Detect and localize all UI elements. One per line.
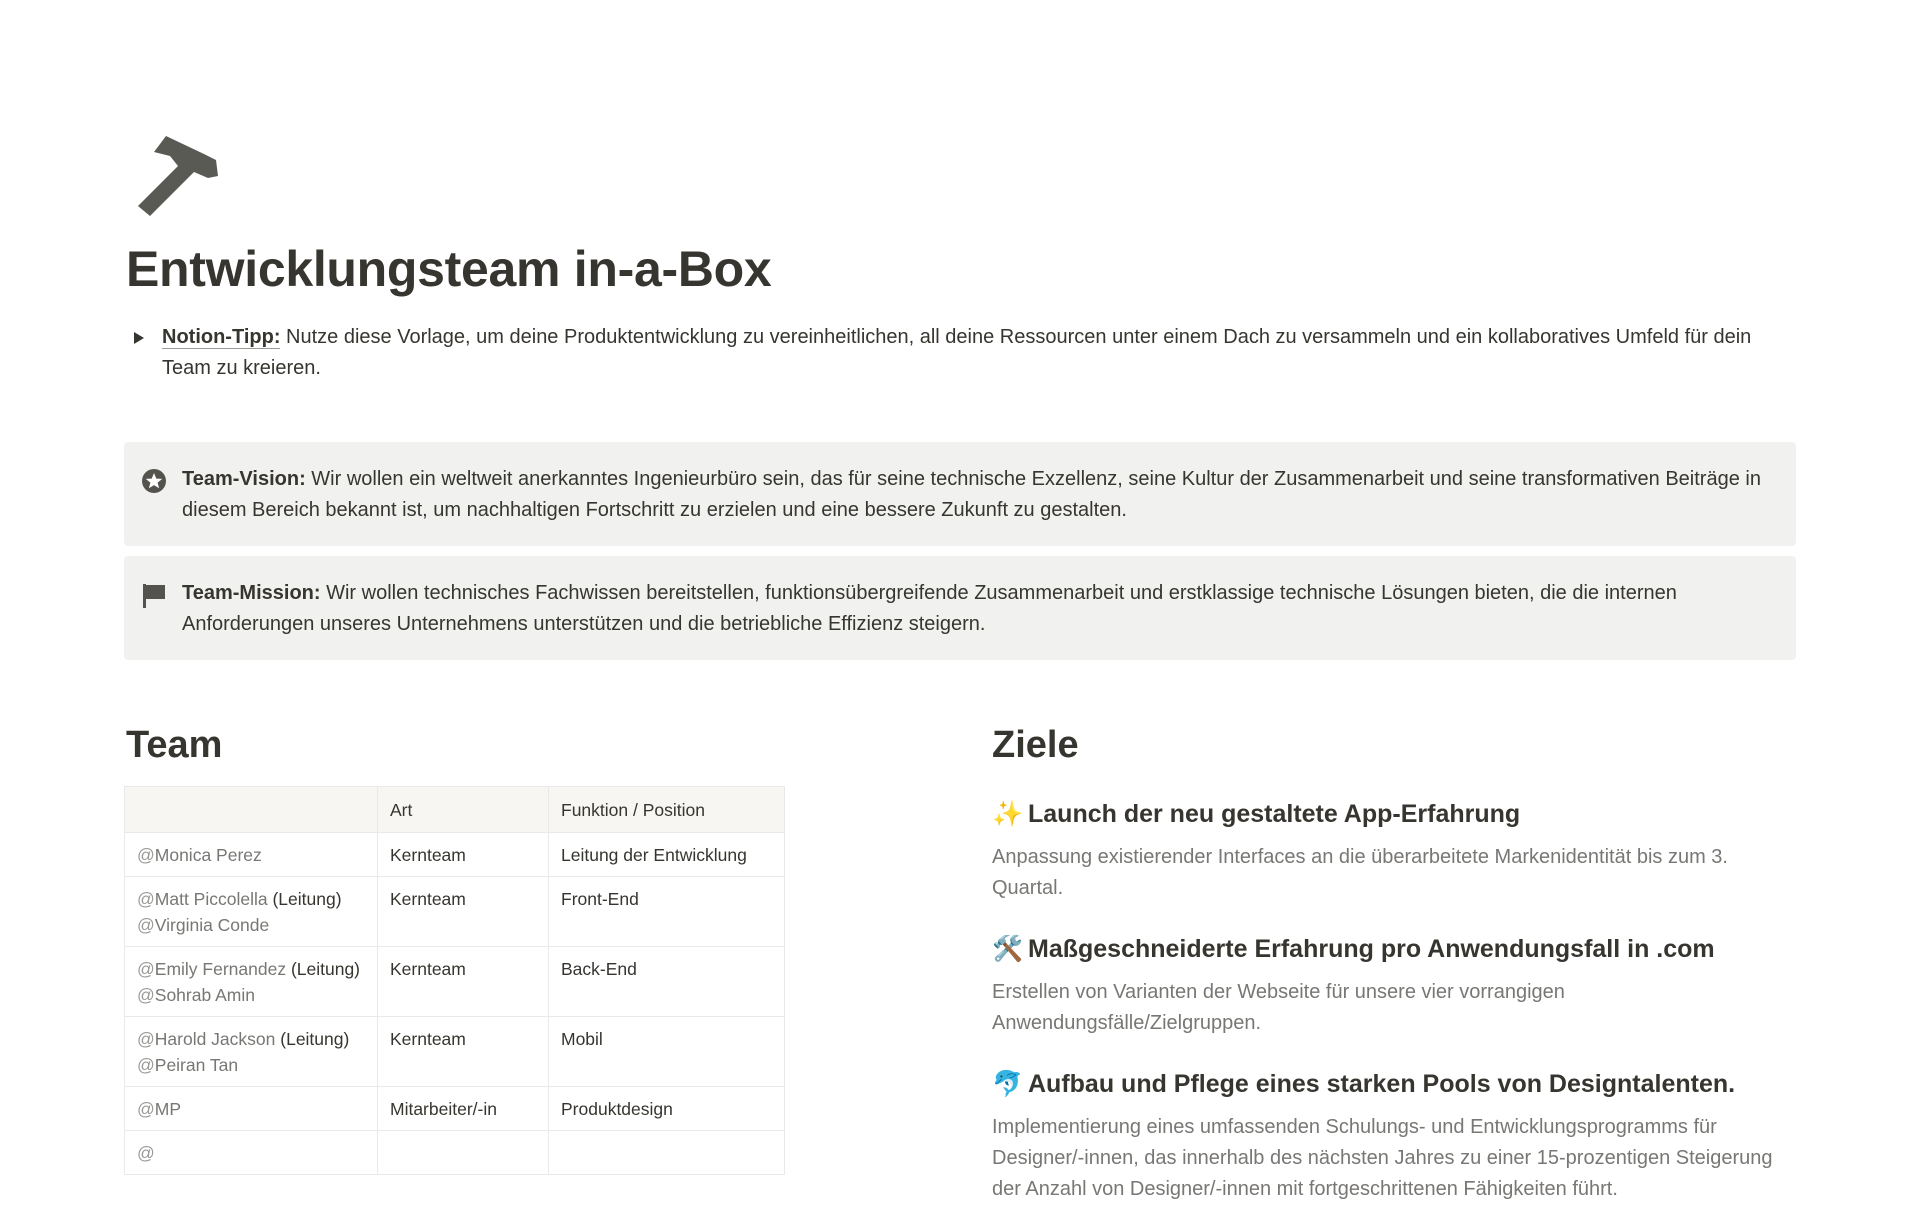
sparkles-icon: ✨ bbox=[992, 800, 1024, 828]
flag-icon bbox=[141, 582, 167, 608]
table-row[interactable] bbox=[125, 877, 785, 947]
person-name: MP bbox=[154, 1099, 182, 1119]
goal-title bbox=[992, 935, 1715, 964]
star-icon bbox=[141, 468, 167, 494]
team-vision-text bbox=[182, 464, 1772, 526]
team-members-cell[interactable] bbox=[125, 1087, 378, 1131]
team-members-cell[interactable] bbox=[125, 833, 378, 877]
table-row[interactable] bbox=[125, 1017, 785, 1087]
table-row[interactable] bbox=[125, 947, 785, 1017]
person-name: Peiran Tan bbox=[154, 1055, 239, 1075]
person-mention[interactable] bbox=[137, 1096, 365, 1122]
team-vision-callout bbox=[124, 442, 1796, 546]
person-mention[interactable] bbox=[137, 1140, 365, 1166]
team-vision-label: Team-Vision: bbox=[182, 468, 306, 490]
funktion-cell[interactable]: Mobil bbox=[549, 1017, 785, 1087]
person-mention[interactable] bbox=[137, 886, 365, 912]
art-cell[interactable]: Kernteam bbox=[378, 1017, 549, 1087]
mention-at: @ bbox=[137, 1099, 155, 1119]
page-title: Entwicklungsteam in-a-Box bbox=[126, 241, 772, 297]
mention-at: @ bbox=[137, 915, 155, 935]
team-members-cell[interactable] bbox=[125, 877, 378, 947]
notion-tip-body: Nutze diese Vorlage, um deine Produktentwicklung zu vereinheitlichen, all deine Ressourcen unter einem Dach zu versammeln und ein kollaboratives Umfeld für dein Team zu kreieren. bbox=[162, 326, 1752, 379]
mention-at: @ bbox=[137, 1029, 155, 1049]
art-cell[interactable]: Kernteam bbox=[378, 947, 549, 1017]
person-name: Harold Jackson bbox=[154, 1029, 276, 1049]
team-mission-label: Team-Mission: bbox=[182, 582, 321, 604]
column-header-name[interactable] bbox=[125, 787, 378, 833]
funktion-cell[interactable]: Front-End bbox=[549, 877, 785, 947]
table-row[interactable] bbox=[125, 1131, 785, 1175]
team-mission-callout bbox=[124, 556, 1796, 660]
team-mission-text bbox=[182, 578, 1772, 640]
mention-at: @ bbox=[137, 1055, 155, 1075]
person-name: Virginia Conde bbox=[154, 915, 270, 935]
funktion-cell[interactable]: Leitung der Entwicklung bbox=[549, 833, 785, 877]
art-cell[interactable]: Kernteam bbox=[378, 877, 549, 947]
dolphin-icon: 🐬 bbox=[992, 1070, 1024, 1098]
mention-at: @ bbox=[137, 845, 155, 865]
goal-title-text: Aufbau und Pflege eines starken Pools von Designtalenten. bbox=[1028, 1070, 1736, 1098]
art-cell[interactable]: Kernteam bbox=[378, 833, 549, 877]
person-mention[interactable] bbox=[137, 982, 365, 1008]
person-name: Monica Perez bbox=[154, 845, 262, 865]
mention-at: @ bbox=[137, 1143, 155, 1163]
team-members-cell[interactable] bbox=[125, 947, 378, 1017]
role-suffix: (Leitung) bbox=[286, 959, 361, 979]
team-heading: Team bbox=[126, 724, 223, 766]
mention-at: @ bbox=[137, 985, 155, 1005]
art-cell[interactable] bbox=[378, 1131, 549, 1175]
notion-tip-text bbox=[162, 322, 1782, 384]
person-mention[interactable] bbox=[137, 912, 365, 938]
person-mention[interactable] bbox=[137, 956, 365, 982]
goal-description: Anpassung existierender Interfaces an die überarbeitete Markenidentität bis zum 3. Quartal. bbox=[992, 846, 1728, 899]
goals-heading: Ziele bbox=[992, 724, 1079, 766]
person-name: Emily Fernandez bbox=[154, 959, 287, 979]
role-suffix: (Leitung) bbox=[275, 1029, 350, 1049]
team-table-header bbox=[125, 787, 785, 833]
notion-tip-label[interactable]: Notion-Tipp: bbox=[162, 326, 281, 348]
funktion-cell[interactable]: Produktdesign bbox=[549, 1087, 785, 1131]
team-members-cell[interactable] bbox=[125, 1131, 378, 1175]
role-suffix: (Leitung) bbox=[267, 889, 342, 909]
goal-title bbox=[992, 800, 1520, 829]
tools-icon: 🛠️ bbox=[992, 935, 1024, 963]
person-name: Matt Piccolella bbox=[154, 889, 268, 909]
team-members-cell[interactable] bbox=[125, 1017, 378, 1087]
funktion-cell[interactable] bbox=[549, 1131, 785, 1175]
column-header-art[interactable]: Art bbox=[378, 787, 549, 833]
art-cell[interactable]: Mitarbeiter/-in bbox=[378, 1087, 549, 1131]
column-header-funktion[interactable]: Funktion / Position bbox=[549, 787, 785, 833]
person-mention[interactable] bbox=[137, 1026, 365, 1052]
mention-at: @ bbox=[137, 889, 155, 909]
person-mention[interactable] bbox=[137, 1052, 365, 1078]
table-row[interactable] bbox=[125, 1087, 785, 1131]
funktion-cell[interactable]: Back-End bbox=[549, 947, 785, 1017]
notion-tip-toggle[interactable] bbox=[124, 322, 1796, 384]
goal-title-text: Launch der neu gestaltete App-Erfahrung bbox=[1028, 800, 1521, 828]
team-vision-body: Wir wollen ein weltweit anerkanntes Ingenieurbüro sein, das für seine technische Exzellenz, seine Kultur der Zusammenarbeit und seine transformativen Beiträge in diesem Bereich bekannt ist, um nachhaltigen Fortschritt zu erzielen und eine bessere Zukunft zu gestalten. bbox=[182, 468, 1761, 521]
team-table bbox=[124, 786, 785, 1175]
goal-description: Implementierung eines umfassenden Schulungs- und Entwicklungsprogramms für Designer/-innen, das innerhalb des nächsten Jahres zu einer 15-prozentigen Steigerung der Anzahl von Designer/-innen mit fortgeschrittenen Fähigkeiten führt. bbox=[992, 1116, 1773, 1200]
hammer-icon[interactable] bbox=[132, 128, 230, 226]
goal-title bbox=[992, 1070, 1735, 1099]
team-mission-body: Wir wollen technisches Fachwissen bereitstellen, funktionsübergreifende Zusammenarbeit und erstklassige technische Lösungen bieten, die die internen Anforderungen unseres Unternehmens unterstützen und die betriebliche Effizienz steigern. bbox=[182, 582, 1677, 635]
mention-at: @ bbox=[137, 959, 155, 979]
toggle-arrow-icon[interactable] bbox=[134, 332, 144, 344]
person-name: Sohrab Amin bbox=[154, 985, 255, 1005]
person-mention[interactable] bbox=[137, 842, 365, 868]
table-row[interactable] bbox=[125, 833, 785, 877]
goal-title-text: Maßgeschneiderte Erfahrung pro Anwendungsfall in .com bbox=[1028, 935, 1715, 963]
goal-description: Erstellen von Varianten der Webseite für unsere vier vorrangigen Anwendungsfälle/Zielgruppen. bbox=[992, 981, 1565, 1034]
